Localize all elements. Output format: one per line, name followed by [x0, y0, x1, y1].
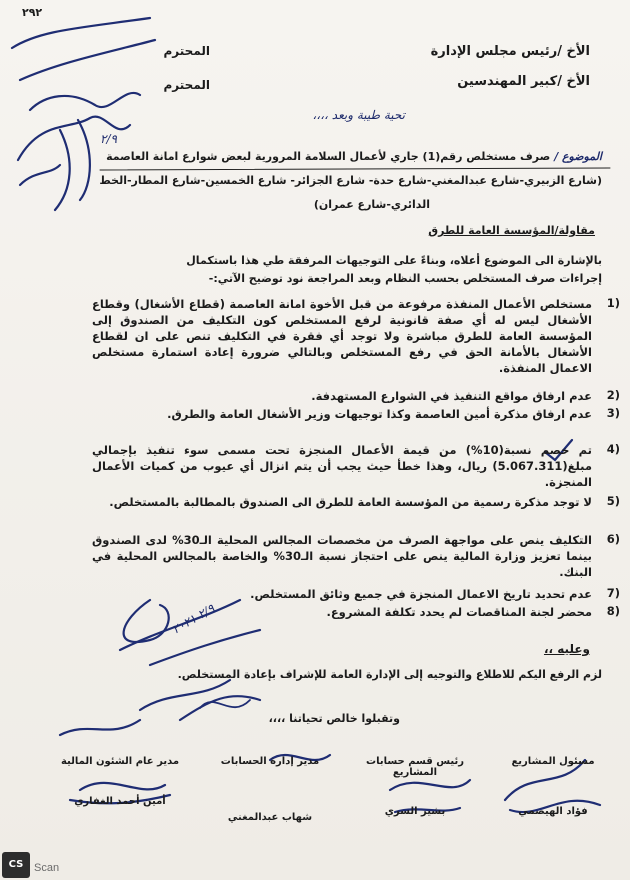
signatory-name-finance-gm: أمين أحمد الغفاري [74, 796, 166, 807]
handwritten-note-3 [150, 630, 260, 665]
therefore-label: وعليه ،، [543, 642, 590, 656]
intro-line-2: إجراءات صرف المستخلص بحسب النظام وبعد المراجعة نود توضيح الآتي:- [208, 272, 602, 285]
signatory-title-accounts-head: رئيس قسم حسابات المشاريع [366, 756, 464, 778]
handwritten-scribble-1 [12, 18, 150, 48]
subject-line-3: الدائري-شارع عمران) [313, 198, 430, 211]
subject-line-1: الموضوع / صرف مستخلص رقم(1) جاري لأعمال السلامة المرورية لبعض شوارع امانة العاصمة [106, 150, 602, 163]
handwritten-margin-date: ٢/٩ ٢٠٢١ [169, 601, 217, 637]
signatory-name-accounts-head: بشير السري [384, 806, 446, 817]
respected-label-1: المحترم [163, 44, 210, 58]
scanner-label: Scan [34, 862, 60, 874]
page-number: ٢٩٢ [22, 6, 43, 19]
signatory-name-accounts-director: شهاب عبدالمغني [227, 812, 313, 823]
handwritten-date: ٢/٩ [100, 132, 117, 146]
intro-line-1: بالإشارة الى الموضوع أعلاه، وبناءً على التوجيهات المرفقة طي هذا باستكمال [186, 254, 602, 267]
regards-line: وتقبلوا خالص تحياتنا ،،،، [268, 712, 400, 725]
signatory-name-projects: فؤاد الهيصمي [518, 806, 588, 817]
addressee-2: الأخ /كبير المهندسين [457, 74, 590, 89]
scanner-logo-icon: CS [2, 852, 30, 878]
handwritten-note-4 [140, 680, 230, 710]
signatory-title-finance-gm: مدير عام الشئون المالية [60, 756, 180, 767]
list-item: 1) مستخلص الأعمال المنفذة مرفوعة من قبل الأخوة امانة العاصمة (قطاع الأشغال) وقطاع الأشغال ليس له أي صفة قانونية لرفع المستخلص كون التكليف من الصندوق إلى المؤسسة العامة للطرق مباشرة ولا توجد أي فقرة في التكليف تنص على ان لقطاع الأشغال بالأمانة الحق في رفع المستخلص وبالتالي ضرورة إعادة استمارة مستخلص الاعمال المنفذة. [92, 296, 620, 375]
handwritten-note-6 [180, 696, 260, 720]
addressee-1: الأخ /رئيس مجلس الإدارة [430, 44, 590, 59]
signature-fouad [505, 760, 600, 812]
request-line: لزم الرفع اليكم للاطلاع والتوجيه إلى الإدارة العامة للإشراف بإعادة المستخلص. [177, 668, 602, 681]
subject-line-2: (شارع الزبيري-شارع عبدالمغني-شارع حدة- شارع الجزائر- شارع الخمسين-شارع المطار-الخط [99, 174, 602, 187]
signatory-title-accounts-director: مدير إدارة الحسابات [220, 756, 320, 767]
handwritten-note-5 [60, 720, 140, 735]
subject-label: الموضوع / [554, 150, 602, 163]
handwritten-scribble-2 [20, 40, 155, 80]
greeting: تحية طيبة وبعد ،،،، [312, 108, 405, 122]
scanned-document-page: ٢٩٢ الأخ /رئيس مجلس الإدارة الأخ /كبير المهندسين المحترم المحترم تحية طيبة وبعد ،،،، الموضوع / صرف مستخلص رقم(1) جاري لأعمال السلامة المرورية لبعض شوارع امانة العاصمة (شارع الزبيري-شارع عبدالمغني-شارع حدة- شارع الجزائر- شارع الخمسين-شارع المطار-الخط الدائري-شارع عمران) مقاولة/المؤسسة العامة للطرق بالإشارة الى الموضوع أعلاه، وبناءً على التوجيهات المرفقة طي هذا باستكمال إجراءات صرف المستخلص بحسب النظام وبعد المراجعة نود توضيح الآتي:- 1) مستخلص الأعمال المنفذة مرفوعة من قبل الأخوة امانة العاصمة (قطاع الأشغال) وقطاع الأشغال ليس له أي صفة قانونية لرفع المستخلص كون التكليف من الصندوق إلى المؤسسة العامة للطرق مباشرة ولا توجد أي فقرة في التكليف تنص على ان لقطاع الأشغال بالأمانة الحق في رفع المستخلص وبالتالي ضرورة إعادة استمارة مستخلص الاعمال المنفذة. 2) عدم ارفاق مواقع التنفيذ في الشوارع المستهدفة. 3) عدم ارفاق مذكرة أمين العاصمة وكذا توجيهات وزير الأشغال العامة والطرق. 4) تم خصم نسبة(10%) من قيمة الأعمال المنجزة تحت مسمى سوء تنفيذ بإجمالي مبلغ(5.067.311) ريال، وهذا خطأ حيث يجب أن يتم انزال أي عيوب من كميات الأعمال المنجزة. 5) لا توجد مذكرة رسمية من المؤسسة العامة للطرق الى الصندوق بالمطالبة بالمستخلص. 6) التكليف ينص على مواجهة الصرف من مخصصات المجالس المحلية الـ30% لدى الصندوق بينما تعزيز وزارة المالية ينص على احتجاز نسبة الـ30% والخاصة بالمجالس المحلية في البنك. 7) عدم تحديد تاريخ الاعمال المنجزة في جميع وثائق المستخلص. 8) محضر لجنة المناقصات لم يحدد تكلفة المشروع. وعليه ،، لزم الرفع اليكم للاطلاع والتوجيه إلى الإدارة العامة للإشراف بإعادة المستخلص. وتقبلوا خالص تحياتنا ،،،، مسئول المشاريع فؤاد الهيصمي رئيس قسم حسابات المشاريع بشير السري مدير إدارة الحسابات شهاب عبدالمغني مدير عام الشئون المالية أمين أحمد الغفاري ٢/٩ ٢/٩ ٢٠٢١ CS Scan [0, 0, 630, 880]
signatory-title-projects: مسئول المشاريع [511, 756, 595, 767]
handwritten-scribble-3 [30, 93, 140, 110]
subject-underline [100, 168, 610, 170]
respected-label-2: المحترم [163, 78, 210, 92]
contractor-line: مقاولة/المؤسسة العامة للطرق [428, 224, 595, 237]
